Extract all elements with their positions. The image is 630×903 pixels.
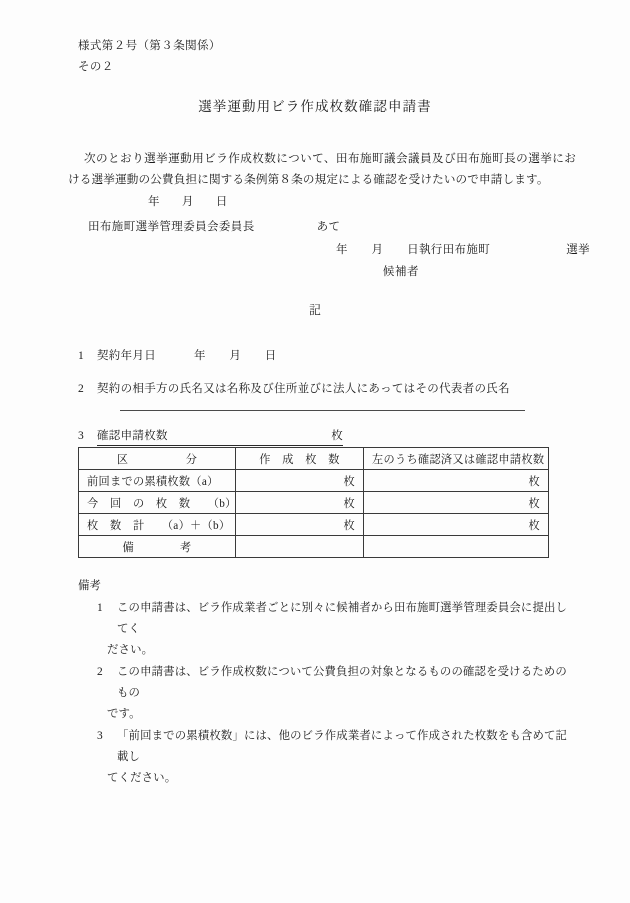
- item-1-date-blank: 年 月 日: [194, 350, 277, 362]
- item-2: [78, 380, 510, 396]
- item-3: [78, 427, 343, 446]
- item-1-number: 1: [78, 350, 85, 362]
- table-row: [79, 514, 549, 536]
- item-2-answer-rule: [120, 410, 525, 411]
- note-3-continuation: てください。: [107, 772, 177, 784]
- table-header-row: [79, 448, 549, 470]
- note-1-text: この申請書は、ビラ作成業者ごとに別々に候補者から田布施町選挙管理委員会に提出してく: [117, 602, 568, 635]
- table-row: [79, 536, 549, 558]
- note-1-continuation: ださい。: [107, 644, 154, 656]
- item-3-label: 確認申請枚数: [97, 427, 305, 446]
- note-item: [78, 598, 578, 661]
- form-sub-code: その２: [78, 61, 114, 73]
- item-1-label: 契約年月日: [97, 350, 156, 362]
- addressee-suffix: あて: [316, 221, 341, 233]
- item-3-number: 3: [78, 430, 85, 442]
- header-kakunin: 左のうち確認済又は確認申請枚数: [364, 448, 549, 470]
- note-item: [78, 662, 578, 725]
- row-3-label: 備 考: [79, 536, 236, 558]
- note-2-continuation: です。: [107, 708, 141, 720]
- counts-table: [78, 447, 549, 558]
- note-2-body: [107, 662, 578, 725]
- row-2-label: 枚 数 計 （a）＋（b）: [79, 514, 236, 536]
- intro-line-2: 選挙運動の公費負担に関する条例第８条の規定による確認を受けたいので申請します。: [91, 173, 549, 186]
- date-year-label: 年: [148, 196, 160, 208]
- note-1-number: 1: [97, 602, 103, 614]
- note-3-text: 「前回までの累積枚数」には、他のビラ作成業者によって作成された枚数をも含めて記載し: [117, 730, 568, 763]
- intro-paragraph: [68, 148, 576, 190]
- row-1-sakusei[interactable]: 枚: [236, 492, 364, 514]
- note-3-body: [107, 726, 578, 789]
- election-word: 選挙: [566, 244, 590, 256]
- note-1-body: [107, 598, 578, 661]
- date-month-label: 月: [181, 196, 194, 208]
- row-1-kakunin[interactable]: 枚: [364, 492, 549, 514]
- row-2-kakunin[interactable]: 枚: [364, 514, 549, 536]
- item-1: [78, 347, 277, 363]
- header-kubun: 区 分: [79, 448, 236, 470]
- addressee-line: [88, 218, 340, 234]
- row-0-label: 前回までの累積枚数（a）: [79, 470, 236, 492]
- row-3-sakusei[interactable]: [236, 536, 364, 558]
- notes-heading: 備考: [78, 580, 102, 592]
- row-0-sakusei[interactable]: 枚: [236, 470, 364, 492]
- note-3-number: 3: [97, 730, 103, 742]
- form-code: 様式第２号（第３条関係）: [78, 40, 221, 52]
- page-title: 選挙運動用ビラ作成枚数確認申請書: [198, 99, 432, 114]
- notes-section: [78, 576, 578, 789]
- row-2-sakusei[interactable]: 枚: [236, 514, 364, 536]
- item-2-label: 契約の相手方の氏名又は名称及び住所並びに法人にあってはその代表者の氏名: [97, 383, 510, 395]
- ki-mark: 記: [309, 303, 321, 317]
- applicant-role-label: 候補者: [382, 266, 420, 278]
- counts-table-body: [79, 448, 549, 558]
- row-0-kakunin[interactable]: 枚: [364, 470, 549, 492]
- item-3-unit: 枚: [305, 427, 343, 446]
- note-item: [78, 726, 578, 789]
- election-date-text: 年 月 日執行田布施町: [336, 244, 491, 256]
- row-3-kakunin[interactable]: [364, 536, 549, 558]
- intro-line-1: 次のとおり選挙運動用ビラ作成枚数について、田布施町議会議員及び田布施町長の選挙における: [68, 152, 576, 186]
- table-row: [79, 492, 549, 514]
- addressee-label: 田布施町選挙管理委員会委員長: [88, 221, 255, 233]
- note-2-text: この申請書は、ビラ作成枚数について公費負担の対象となるものの確認を受けるためのもの: [117, 666, 567, 699]
- row-1-label: 今 回 の 枚 数 （b）: [79, 492, 236, 514]
- date-day-label: 日: [215, 196, 228, 208]
- election-line: [336, 241, 590, 257]
- submission-date-line: [148, 193, 228, 209]
- header-sakusei: 作 成 枚 数: [236, 448, 364, 470]
- note-2-number: 2: [97, 666, 103, 678]
- table-row: [79, 470, 549, 492]
- item-2-number: 2: [78, 383, 85, 395]
